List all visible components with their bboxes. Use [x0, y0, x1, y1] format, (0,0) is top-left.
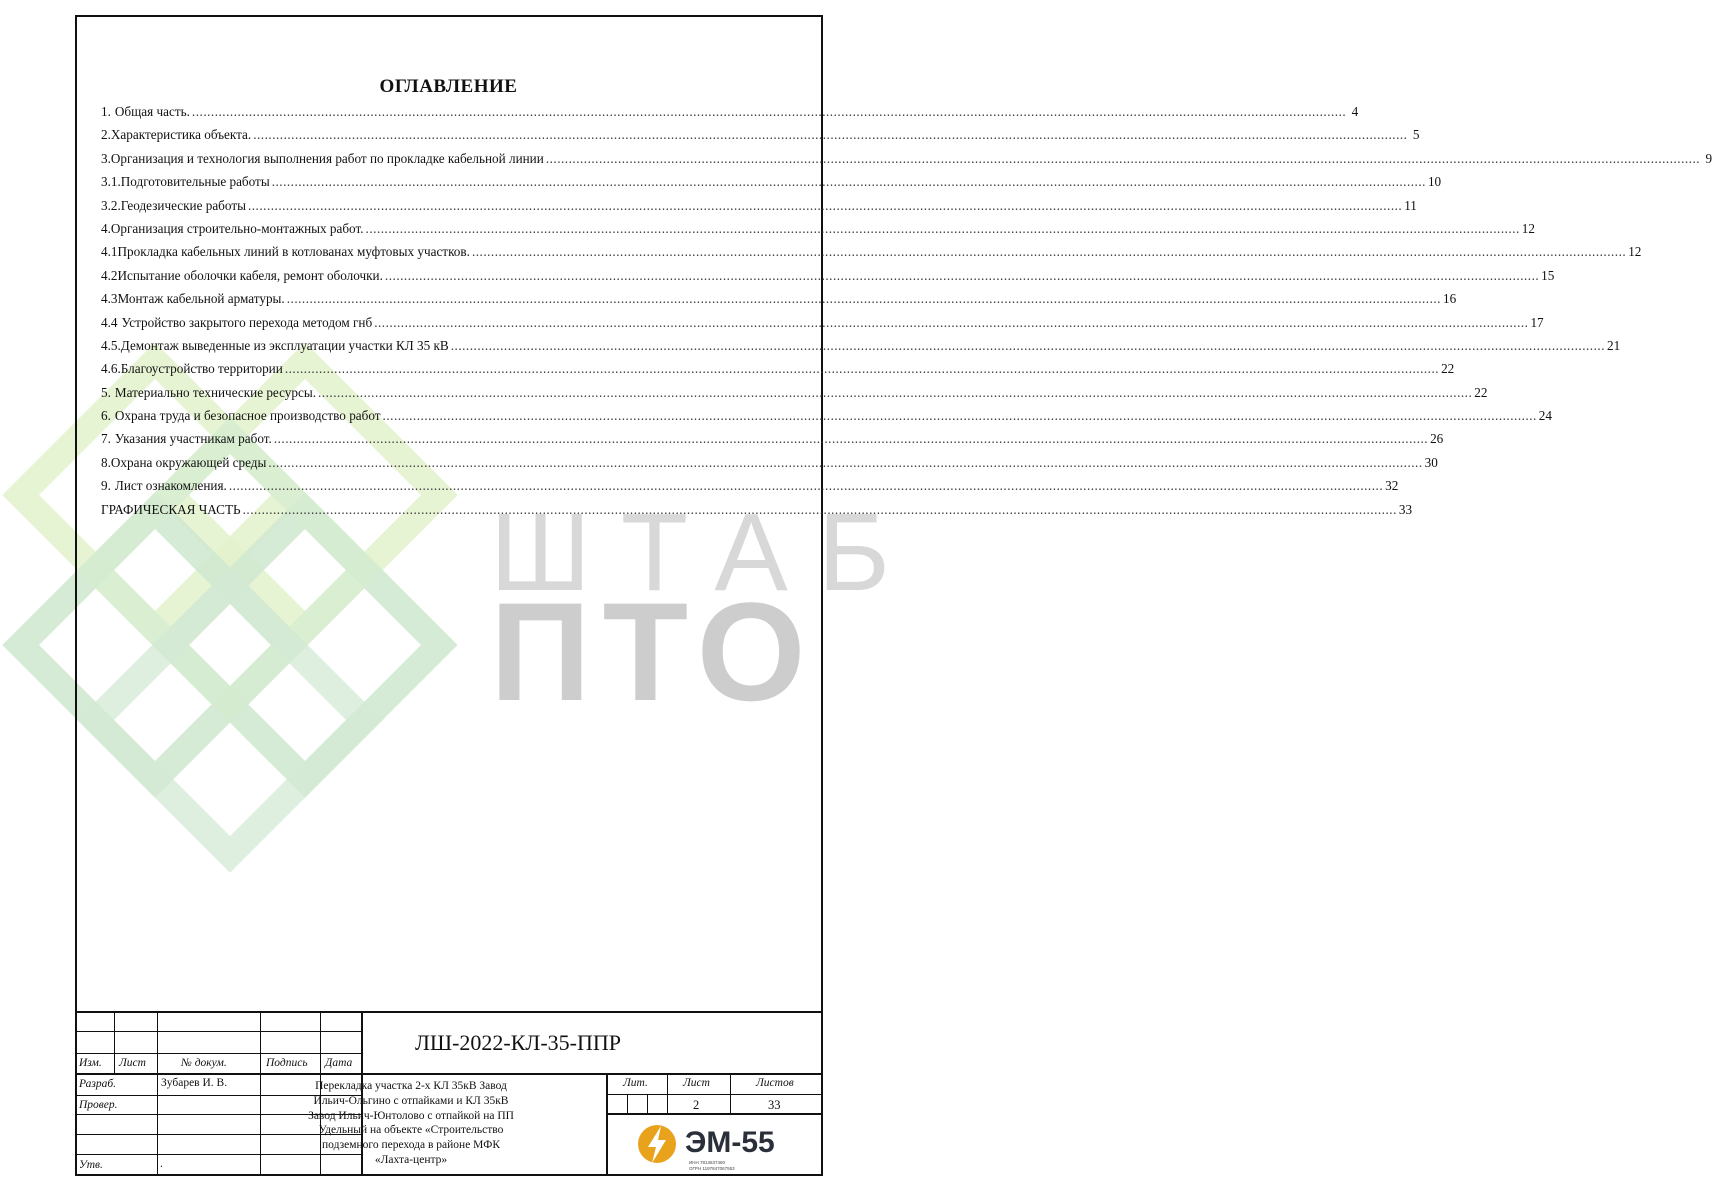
toc-leader-dots — [285, 361, 1439, 377]
toc-row[interactable] — [101, 174, 1442, 197]
table-of-contents — [101, 76, 1712, 525]
description-line: Ильич-Ольгино с отпайками и КЛ 35кВ — [313, 1094, 509, 1107]
toc-number: 2. — [101, 127, 111, 143]
toc-page-number: 12 — [1628, 244, 1642, 260]
toc-text: Монтаж кабельной арматуры. — [117, 291, 285, 307]
toc-row[interactable] — [101, 104, 1359, 127]
toc-page-number: 32 — [1385, 478, 1399, 494]
toc-page-number: 10 — [1427, 174, 1442, 190]
toc-row[interactable] — [101, 337, 1621, 361]
utv-mark: . — [160, 1158, 163, 1170]
watermark-text-line1: ШТАБ — [490, 491, 920, 614]
toc-list — [101, 104, 1712, 525]
toc-page-number: 21 — [1606, 337, 1621, 353]
toc-number: 4. — [101, 220, 111, 236]
logo-inn: ИНН 7813637460 — [689, 1160, 726, 1165]
toc-page-number: 30 — [1424, 454, 1438, 470]
toc-row[interactable] — [101, 127, 1420, 150]
toc-leader-dots — [192, 104, 1346, 120]
toc-number: 8. — [101, 454, 111, 470]
toc-page-number: 12 — [1521, 220, 1535, 236]
toc-text: Характеристика объекта. — [110, 127, 252, 143]
toc-row[interactable] — [101, 408, 1552, 431]
toc-leader-dots — [366, 221, 1520, 237]
toc-number: 9. — [101, 478, 111, 494]
toc-row[interactable] — [101, 291, 1457, 314]
toc-row[interactable] — [101, 361, 1455, 384]
toc-text: Указания участникам работ. — [114, 431, 272, 447]
toc-page-number: 11 — [1404, 197, 1417, 213]
toc-leader-dots — [374, 315, 1528, 331]
toc-text: Подготовительные работы — [120, 174, 270, 190]
toc-title: ОГЛАВЛЕНИЕ — [379, 76, 518, 97]
toc-row[interactable] — [101, 150, 1712, 174]
role-razrab: Разраб. — [79, 1078, 116, 1090]
toc-row[interactable] — [101, 220, 1535, 244]
toc-row[interactable] — [101, 478, 1399, 501]
toc-number: 4.5. — [101, 337, 121, 353]
toc-number: 4.4 — [101, 314, 118, 330]
toc-leader-dots — [546, 151, 1700, 167]
toc-text: Организация и технология выполнения работ по прокладке кабельной линии — [110, 150, 544, 166]
logo-ogrn: ОГРН 1197847067553 — [689, 1166, 735, 1171]
description-line: Перекладка участка 2-х КЛ 35кВ Завод — [315, 1080, 507, 1092]
toc-number: 7. — [101, 431, 111, 447]
toc-leader-dots — [268, 455, 1422, 471]
header-sign: Подпись — [266, 1057, 308, 1069]
toc-text: Испытание оболочки кабеля, ремонт оболочки. — [117, 267, 383, 283]
toc-text: ГРАФИЧЕСКАЯ ЧАСТЬ — [101, 501, 241, 517]
toc-row[interactable] — [101, 431, 1444, 454]
description-line: подземного перехода в районе МФК — [322, 1139, 500, 1152]
toc-row[interactable] — [101, 314, 1544, 338]
document-code: ЛШ-2022-КЛ-35-ППР — [414, 1030, 622, 1055]
toc-text: Лист ознакомления. — [114, 478, 227, 494]
toc-number: 5. — [101, 384, 111, 400]
toc-page-number: 4 — [1351, 104, 1359, 119]
toc-number: 1. — [101, 104, 111, 119]
toc-leader-dots — [451, 338, 1605, 354]
toc-text: Геодезические работы — [120, 197, 246, 213]
header-doc-no: № докум. — [181, 1057, 227, 1069]
toc-text: Демонтаж выведенные из эксплуатации участки КЛ 35 кВ — [120, 337, 449, 353]
watermark-text-line2: ПТО — [490, 573, 818, 730]
lightning-bolt-icon — [638, 1125, 676, 1163]
role-utv: Утв. — [79, 1159, 103, 1171]
author-name: Зубарев И. В. — [161, 1077, 228, 1089]
description-line: «Лахта-центр» — [374, 1153, 448, 1166]
toc-leader-dots — [229, 478, 1383, 494]
toc-page-number: 16 — [1442, 291, 1457, 307]
project-description — [287, 1079, 535, 1168]
toc-text: Прокладка кабельных линий в котлованах муфтовых участков. — [117, 244, 470, 260]
toc-row[interactable] — [101, 197, 1417, 221]
toc-row[interactable] — [101, 454, 1438, 478]
header-date: Дата — [325, 1057, 353, 1069]
header-list: Лист — [119, 1057, 146, 1069]
toc-leader-dots — [274, 431, 1428, 447]
toc-leader-dots — [383, 408, 1537, 424]
toc-page-number: 22 — [1441, 361, 1455, 377]
toc-number: 3.1. — [101, 174, 121, 190]
toc-leader-dots — [472, 244, 1626, 260]
toc-text: Охрана труда и безопасное производство работ — [114, 408, 381, 424]
sheets-total: 33 — [768, 1098, 781, 1112]
toc-text: Общая часть. — [114, 104, 190, 119]
sheet-number: 2 — [693, 1098, 700, 1112]
toc-text: Охрана окружающей среды — [110, 454, 267, 470]
toc-leader-dots — [248, 198, 1402, 214]
role-prover: Провер. — [79, 1099, 118, 1111]
toc-number: 4.3 — [101, 291, 118, 307]
toc-number: 4.2 — [101, 267, 118, 283]
toc-number: 3.2. — [101, 197, 121, 213]
toc-text: Организация строительно-монтажных работ. — [110, 220, 364, 236]
toc-leader-dots — [243, 502, 1397, 518]
toc-page-number: 9 — [1705, 150, 1712, 166]
logo-text: ЭМ-55 — [685, 1126, 775, 1159]
company-logo — [635, 1116, 821, 1174]
toc-number: 4.6. — [101, 361, 121, 377]
toc-number: 6. — [101, 408, 111, 424]
toc-leader-dots — [318, 385, 1472, 401]
toc-page-number: 22 — [1474, 384, 1488, 400]
sheet-label: Лист — [683, 1077, 710, 1089]
toc-page-number: 24 — [1538, 408, 1552, 424]
description-line: Удельный на объекте «Строительство — [318, 1124, 504, 1137]
toc-page-number: 15 — [1541, 267, 1555, 283]
toc-leader-dots — [287, 291, 1441, 307]
toc-number: 4.1 — [101, 244, 118, 260]
description-line: Завод Ильич-Юнтолово с отпайкой на ПП — [308, 1109, 514, 1122]
toc-leader-dots — [272, 174, 1426, 190]
toc-page-number: 33 — [1398, 501, 1413, 517]
toc-text: Материально технические ресурсы. — [114, 384, 316, 400]
toc-row[interactable] — [101, 244, 1642, 267]
toc-page-number: 5 — [1412, 127, 1420, 143]
toc-number: 3. — [101, 150, 111, 166]
toc-leader-dots — [385, 268, 1539, 284]
lit-label: Лит. — [623, 1077, 648, 1089]
toc-row[interactable] — [101, 267, 1555, 291]
toc-row[interactable] — [101, 384, 1488, 408]
sheets-label: Листов — [756, 1077, 794, 1089]
header-izm: Изм. — [79, 1057, 102, 1069]
toc-text: Благоустройство территории — [120, 361, 283, 377]
toc-leader-dots — [253, 127, 1407, 143]
toc-row[interactable] — [101, 501, 1413, 525]
toc-page-number: 26 — [1430, 431, 1444, 447]
toc-page-number: 17 — [1530, 314, 1544, 330]
toc-text: Устройство закрытого перехода методом гнб — [121, 314, 373, 330]
